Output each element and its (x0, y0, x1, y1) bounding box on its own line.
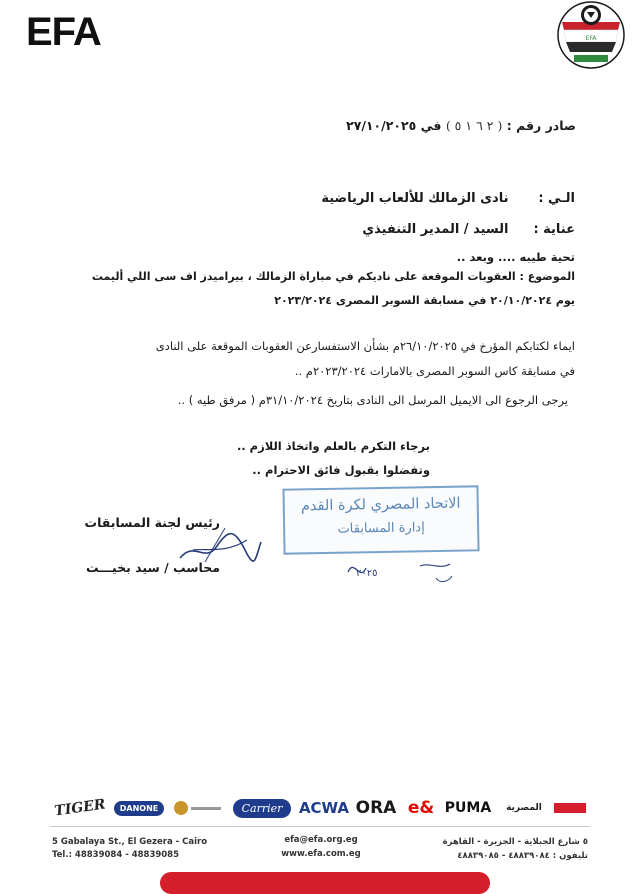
closing-line-2: وتفضلوا بقبول فائق الاحترام .. (252, 463, 430, 477)
danone-logo: DANONE (113, 796, 165, 820)
footer-tel-en: Tel.: 48839084 - 48839085 (52, 850, 180, 860)
red-sponsor-logo (552, 796, 588, 820)
competitions-department-stamp (282, 485, 479, 554)
footer-red-bar (160, 872, 490, 894)
reference-date: في ٢٧/١٠/٢٠٢٥ (346, 118, 442, 133)
subject-text-1: العقوبات الموقعة على ناديكم في مباراة الزمالك ، بيراميدز اف سى اللي أليمت (91, 270, 516, 283)
handwritten-date: ٢٠٢٥ (356, 568, 378, 579)
carrier-logo: Carrier (230, 796, 294, 820)
subject-line-1 (92, 270, 575, 283)
to-line (321, 191, 575, 206)
footer-address-ar: ٥ شارع الجبلاية - الجزيرة - القاهرة (442, 837, 588, 847)
to-label: الـي : (538, 191, 575, 206)
signature-title: رئيس لجنة المسابقات (84, 515, 220, 530)
stamp-line-2: إدارة المسابقات (337, 520, 425, 537)
subject-label: الموضوع : (519, 270, 575, 283)
body-paragraph-1-line-1: ايماء لكتابكم المؤرخ في ٢٦/١٠/٢٠٢٥م بشأن الاستفسارعن العقوبات الموقعة على النادى (155, 339, 575, 353)
body-paragraph-1-line-2: في مسابقة كاس السوبر المصرى بالامارات ٢٠٢٣/٢٠٢٤م .. (294, 364, 575, 378)
attention-label: عناية : (533, 222, 575, 237)
subject-line-2: يوم ٢٠/١٠/٢٠٢٤ في مسابقة السوبر المصرى ٢٠٢٣/٢٠٢٤ (274, 294, 575, 307)
efa-logo: EFA (26, 10, 101, 54)
footer-website: www.efa.com.eg (281, 849, 361, 859)
to-value: نادى الزمالك للألعاب الرياضية (321, 191, 509, 206)
footer-email: efa@efa.org.eg (284, 835, 358, 845)
red-sponsor-icon (554, 803, 586, 813)
emblem-icon (174, 801, 188, 815)
svg-text:EFA: EFA (585, 35, 597, 42)
reference-label: صادر رقم : (506, 118, 576, 133)
footer-tel-ar: تليفون : ٤٨٨٣٩٠٨٤ - ٤٨٨٣٩٠٨٥ (457, 851, 588, 861)
efa-crest-icon (556, 0, 626, 70)
attention-value: السيد / المدير التنفيذي (362, 222, 509, 237)
closing-line-1: برجاء التكرم بالعلم واتخاذ اللازم .. (236, 439, 430, 453)
e-and-logo: e& (407, 798, 435, 818)
greeting: تحية طيبه .... وبعد .. (456, 250, 575, 264)
footer-address-en: 5 Gabalaya St., El Gezera - Cairo (52, 837, 208, 847)
puma-logo: PUMA (444, 800, 492, 816)
emblem-text-icon (191, 807, 221, 810)
sponsor-emblem-logo (170, 796, 224, 820)
footer-divider (50, 826, 590, 827)
ora-logo: ORA (355, 798, 397, 818)
reference-number: ( ٢ ٦ ١ ٥ ) (445, 118, 503, 133)
body-paragraph-2: يرجى الرجوع الى الايميل المرسل الى النادى بتاريخ ٣١/١٠/٢٠٢٤م ( مرفق طيه ) .. (177, 393, 568, 407)
reference-line (346, 118, 576, 133)
attention-line (362, 222, 575, 237)
acwa-logo: ACWA (298, 799, 350, 817)
telecom-logo: المصرية (506, 803, 542, 813)
stamp-line-1: الاتحاد المصري لكرة القدم (300, 495, 461, 515)
tiger-logo: TIGER (53, 796, 107, 820)
signature-name: محاسب / سيد بخيـــت (85, 560, 220, 575)
